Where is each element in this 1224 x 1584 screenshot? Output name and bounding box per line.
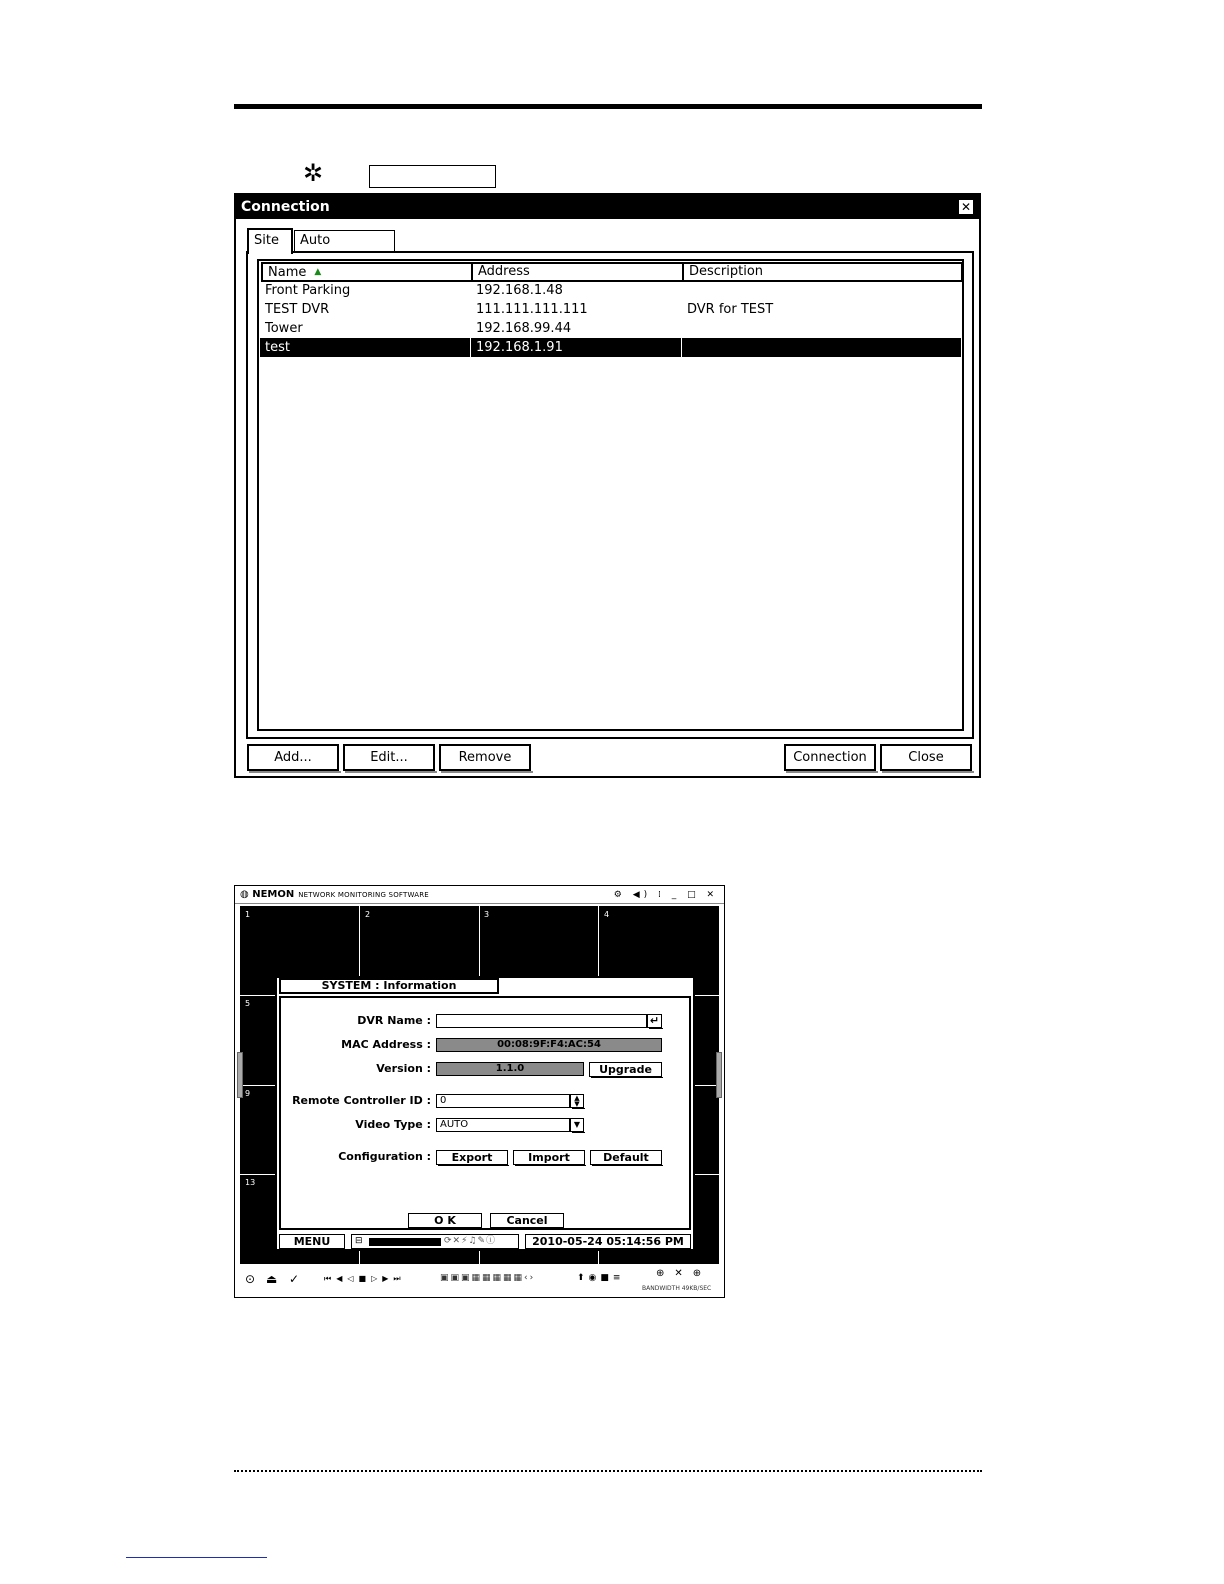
cell-description: DVR for TEST — [687, 302, 774, 317]
site-list[interactable] — [257, 259, 964, 731]
sort-ascending-icon: ▲ — [314, 267, 322, 277]
add-button[interactable]: Add... — [247, 744, 339, 771]
camera-view-icon[interactable]: ⊙ — [245, 1272, 256, 1286]
eject-icon[interactable]: ⏏ — [266, 1272, 278, 1286]
cell-address: 111.111.111.111 — [476, 302, 588, 317]
status-indicators — [351, 1234, 519, 1249]
zoom-icons[interactable]: ⊕✕⊕ — [656, 1268, 712, 1279]
table-row[interactable] — [260, 319, 961, 338]
camera-cell-number: 5 — [245, 999, 251, 1008]
default-button[interactable]: Default — [590, 1150, 662, 1165]
footer-link-underline[interactable] — [126, 1557, 267, 1558]
bandwidth-readout: BANDWIDTH 49KB/SEC — [642, 1285, 712, 1292]
column-header-description[interactable]: Description — [682, 262, 963, 282]
edit-button[interactable]: Edit... — [343, 744, 435, 771]
chevron-down-icon[interactable]: ▼ — [570, 1118, 584, 1132]
camera-cell-number: 13 — [245, 1178, 256, 1187]
cell-name: test — [260, 338, 471, 357]
dialog-body — [279, 996, 691, 1230]
nemon-titlebar — [235, 886, 724, 904]
enter-icon[interactable]: ↵ — [647, 1014, 662, 1028]
playback-controls[interactable]: ⏮◀◁■▷▶⏭ — [324, 1274, 406, 1283]
ok-button[interactable]: O K — [408, 1213, 482, 1228]
connection-button[interactable]: Connection — [784, 744, 876, 771]
menu-button[interactable]: MENU — [279, 1234, 345, 1249]
table-row[interactable] — [260, 281, 961, 300]
video-type-label: Video Type : — [355, 1118, 431, 1131]
export-button[interactable]: Export — [436, 1150, 508, 1165]
camera-cell-number: 3 — [484, 910, 490, 919]
left-panel-handle[interactable] — [237, 1052, 243, 1098]
cell-name: TEST DVR — [265, 302, 330, 317]
record-controls[interactable]: ⬆◉■≡ — [577, 1273, 625, 1283]
gear-icon: ✲ — [302, 159, 324, 187]
cancel-button[interactable]: Cancel — [490, 1213, 564, 1228]
tab-auto-detection[interactable]: Auto — [294, 230, 395, 252]
table-row-selected[interactable] — [260, 338, 961, 357]
dialog-title: Connection — [236, 195, 979, 219]
configuration-label: Configuration : — [338, 1150, 431, 1163]
cell-name: Front Parking — [265, 283, 351, 298]
right-panel-handle[interactable] — [716, 1052, 722, 1098]
close-button[interactable]: Close — [880, 744, 972, 771]
brand-subtitle: NETWORK MONITORING SOFTWARE — [298, 891, 429, 899]
logo-globe-icon: ◍ — [240, 889, 249, 900]
connection-dialog — [234, 193, 981, 778]
mac-address-field: 00:08:9F:F4:AC:54 — [436, 1038, 662, 1052]
cell-name: Tower — [265, 321, 303, 336]
camera-cell-number: 2 — [365, 910, 371, 919]
table-row[interactable] — [260, 300, 961, 319]
cell-address: 192.168.1.48 — [476, 283, 563, 298]
version-label: Version : — [376, 1062, 431, 1075]
plug-icon[interactable]: ✓ — [289, 1272, 300, 1286]
window-controls[interactable]: ⚙ ◀) ⁞ _ □ ✕ — [613, 890, 718, 900]
nemon-logo — [240, 888, 429, 902]
cell-address: 192.168.99.44 — [476, 321, 572, 336]
version-field: 1.1.0 — [436, 1062, 584, 1076]
cell-address: 192.168.1.91 — [471, 338, 682, 357]
layout-selector-icons[interactable]: ▣▣▣▦▦▦▦▦‹› — [440, 1273, 536, 1283]
nemon-window — [234, 885, 725, 1298]
camera-grid — [240, 906, 719, 1264]
status-icons: ⟳✕⚡♫✎ⓘ — [444, 1236, 497, 1246]
dvr-name-input[interactable] — [436, 1014, 647, 1028]
dvr-name-label: DVR Name : — [357, 1014, 431, 1027]
remote-controller-id-input[interactable]: 0 — [436, 1094, 570, 1108]
camera-cell-number: 1 — [245, 910, 251, 919]
import-button[interactable]: Import — [513, 1150, 585, 1165]
datetime-display: 2010-05-24 05:14:56 PM — [525, 1234, 691, 1249]
close-icon[interactable]: ✕ — [958, 199, 974, 215]
system-information-dialog — [275, 976, 695, 1251]
dvr-status-bar — [279, 1234, 691, 1249]
camera-cell-number: 9 — [245, 1089, 251, 1098]
nemon-toolbar — [235, 1266, 724, 1297]
disk-usage-bar — [369, 1238, 441, 1246]
cell-description — [682, 338, 961, 357]
remote-controller-id-label: Remote Controller ID : — [292, 1094, 431, 1107]
tab-site[interactable]: Site — [247, 228, 293, 254]
video-type-select[interactable]: AUTO — [436, 1118, 570, 1132]
cell-description — [682, 319, 961, 338]
dialog-title: SYSTEM : Information — [279, 978, 499, 994]
column-header-address[interactable]: Address — [471, 262, 684, 282]
header-rule — [234, 104, 982, 109]
header-caption-box — [369, 165, 496, 188]
camera-cell-number: 4 — [604, 910, 610, 919]
mac-address-label: MAC Address : — [341, 1038, 431, 1051]
cell-description — [682, 281, 961, 300]
brand-name: NEMON — [252, 889, 295, 900]
upgrade-button[interactable]: Upgrade — [589, 1062, 662, 1077]
remove-button[interactable]: Remove — [439, 744, 531, 771]
footer-dotted-rule — [234, 1470, 982, 1472]
stepper-icon[interactable]: ▲ ▼ — [570, 1094, 584, 1108]
column-header-name-label: Name — [268, 265, 307, 280]
site-tab-panel — [246, 251, 974, 739]
disk-icon: ⊟ — [355, 1236, 363, 1246]
column-header-name[interactable] — [261, 262, 473, 282]
